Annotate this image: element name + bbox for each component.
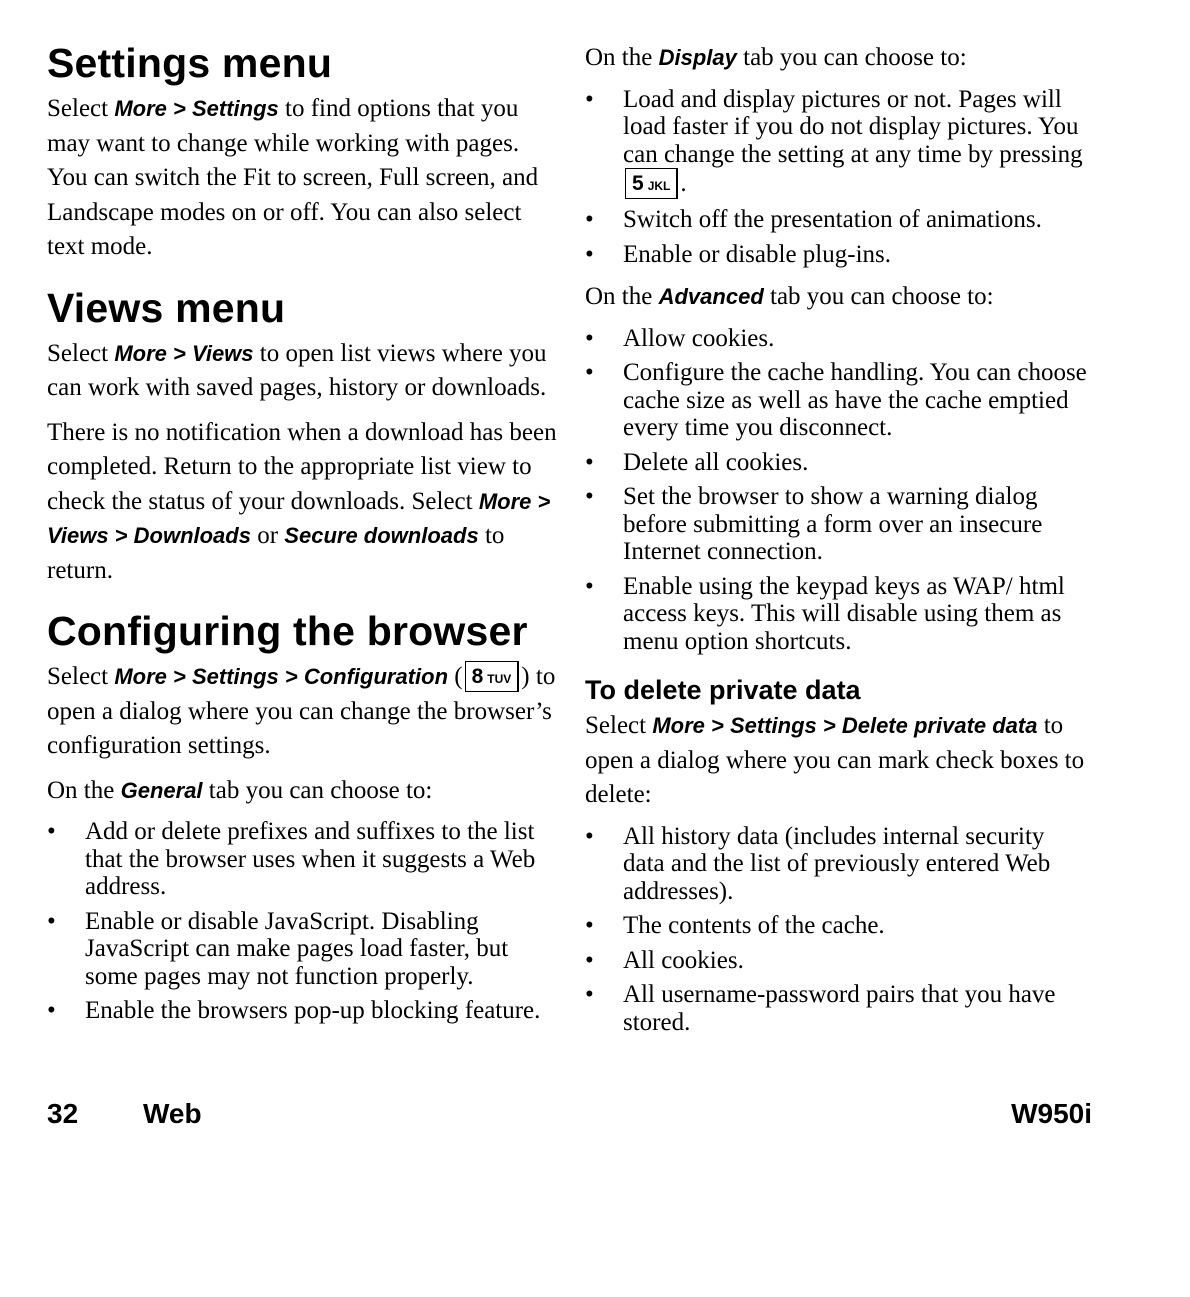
delete-private-data-section (585, 673, 1090, 1036)
left-column (47, 38, 557, 1043)
display-tab-intro: On the Display tab you can choose to: (585, 44, 967, 71)
tab-name: General (120, 777, 203, 803)
general-options-list (47, 818, 557, 1025)
list-item: • Add or delete prefixes and suffixes to the list that the browser uses when it suggests a Web address. (47, 818, 557, 901)
menu-path: Secure downloads (284, 523, 479, 548)
list-item: • The contents of the cache. (585, 912, 1090, 940)
settings-menu-paragraph: Select More > Settings to find options that you may want to change while working with pages. You can switch the Fit to screen, Full screen, and Landscape modes on or off. You can also select text mode. (47, 95, 539, 260)
menu-path: More > Views > Downloads (47, 488, 551, 548)
list-item: • Configure the cache handling. You can choose cache size as well as have the cache emptied every time you disconnect. (585, 359, 1090, 442)
list-item: • Enable or disable plug-ins. (585, 241, 1090, 269)
tab-name: Advanced (658, 284, 764, 309)
configuring-heading: Configuring the browser (47, 608, 528, 654)
key-8-icon: 8 TUV (465, 661, 520, 692)
settings-menu-heading: Settings menu (47, 40, 333, 86)
menu-path: More > Settings > Delete private data (652, 713, 1038, 738)
page-number: 32 (47, 1098, 79, 1129)
views-menu-paragraph: Select More > Views to open list views where you can work with saved pages, history or downloads. (47, 339, 547, 401)
model-name: W950i (1011, 1098, 1092, 1129)
views-menu-heading: Views menu (47, 284, 286, 331)
menu-path: More > Settings (114, 96, 279, 121)
download-notification-paragraph: There is no notification when a download has been completed. Return to the appropriate list view to check the status of your downloads. Select More > Views > Downloads or Secure downloads to return. (47, 418, 557, 584)
right-column (585, 38, 1090, 1048)
advanced-options-list (585, 325, 1090, 656)
list-item: • Allow cookies. (585, 325, 1090, 353)
private-data-list (585, 823, 1090, 1037)
list-item: • All cookies. (585, 947, 1090, 975)
list-item: • Set the browser to show a warning dialog before submitting a form over an insecure Internet connection. (585, 483, 1090, 566)
delete-private-data-heading: To delete private data (585, 675, 861, 705)
tab-name: Display (658, 45, 737, 70)
general-tab-intro: On the General tab you can choose to: (47, 776, 433, 804)
key-5-icon: 5 JKL (625, 168, 678, 199)
list-item: • Enable using the keypad keys as WAP/ html access keys. This will disable using them as menu option shortcuts. (585, 573, 1090, 656)
list-item: • Enable the browsers pop-up blocking feature. (47, 997, 557, 1025)
advanced-tab-intro: On the Advanced tab you can choose to: (585, 283, 994, 310)
menu-path: More > Views (114, 340, 254, 366)
list-item: • Delete all cookies. (585, 449, 1090, 477)
list-item: • All username-password pairs that you have stored. (585, 981, 1090, 1036)
display-options-list (585, 86, 1090, 269)
list-item: • Enable or disable JavaScript. Disabling JavaScript can make pages load faster, but some pages may not function properly. (47, 908, 557, 991)
settings-menu-section (47, 38, 557, 265)
configuring-paragraph: Select More > Settings > Configuration ( 8 TUV ) to open a dialog where you can change the browser’s configuration settings. (47, 663, 556, 759)
list-item: • Load and display pictures or not. Pages will load faster if you do not display pictures. You can change the setting at any time by pressing 5 JKL . (585, 86, 1090, 200)
section-name: Web (143, 1098, 202, 1129)
views-menu-section (47, 283, 557, 589)
delete-private-data-paragraph: Select More > Settings > Delete private data to open a dialog where you can mark check boxes to delete: (585, 712, 1085, 808)
list-item: • All history data (includes internal security data and the list of previously entered Web addresses). (585, 823, 1090, 906)
menu-path: More > Settings > Configuration (114, 664, 449, 689)
page-footer (47, 1098, 1092, 1138)
configuring-section (47, 606, 557, 1025)
list-item: • Switch off the presentation of animations. (585, 206, 1090, 234)
